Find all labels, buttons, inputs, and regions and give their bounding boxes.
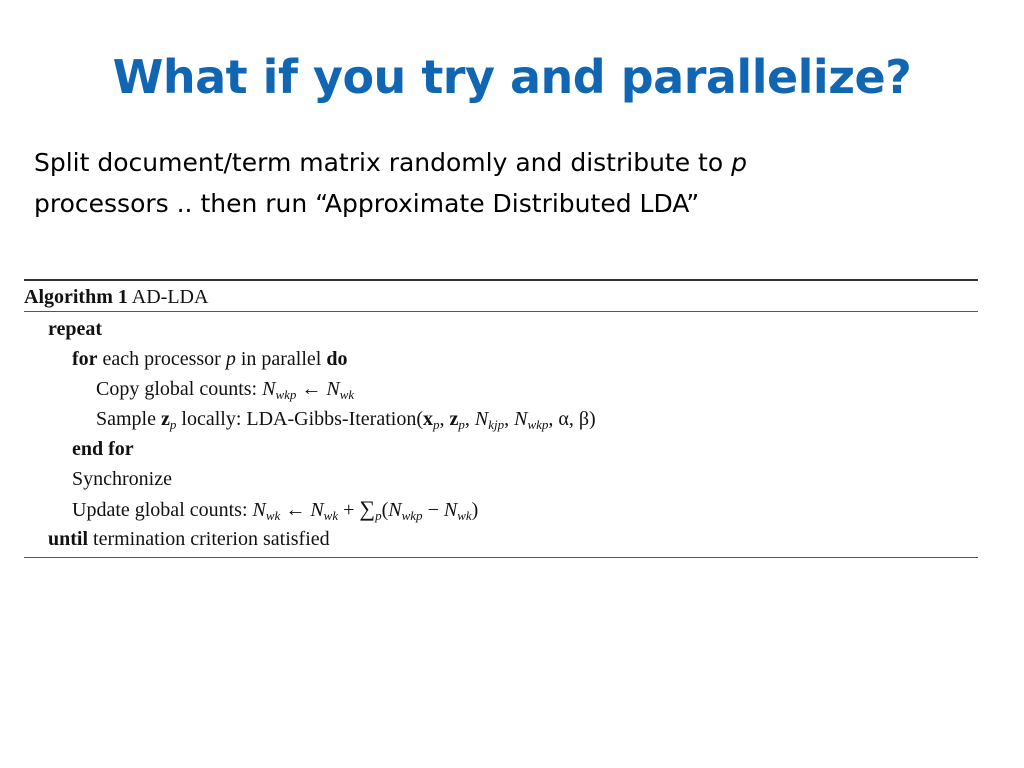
algorithm-bottom-rule: [24, 557, 978, 558]
for-text-b: in parallel: [235, 348, 327, 370]
algorithm-caption-label: Algorithm 1: [24, 286, 128, 308]
keyword-do: do: [326, 348, 348, 370]
body-line-1-text: Split document/term matrix randomly and distribute to: [34, 148, 732, 177]
algo-line-for: [24, 344, 978, 374]
copy-formula: $N_{wkp}$ ← $N_{wk}$: [262, 378, 355, 402]
body-line-1: [34, 142, 994, 183]
algorithm-caption: [24, 281, 978, 311]
body-line-2: processors .. then run “Approximate Distributed LDA”: [34, 189, 700, 218]
for-var: p: [225, 348, 236, 370]
until-text: termination criterion satisfied: [88, 528, 330, 550]
algo-line-copy: [24, 374, 978, 404]
sample-var-z: $z_p$: [161, 408, 177, 432]
slide-body: [34, 142, 994, 224]
algorithm-body: [24, 312, 978, 557]
body-line-1-var: p: [731, 148, 747, 177]
sample-text-a: Sample: [96, 408, 161, 430]
keyword-for: for: [72, 348, 98, 370]
copy-text: Copy global counts:: [96, 378, 263, 400]
keyword-repeat: repeat: [48, 318, 103, 340]
algo-line-update: [24, 494, 978, 524]
keyword-until: until: [48, 528, 89, 550]
algo-line-until: [24, 524, 978, 554]
update-text: Update global counts:: [72, 499, 253, 521]
algo-line-repeat: [24, 314, 978, 344]
sample-args: $x_p$, $z_p$, $N_{kjp}$, $N_{wkp}$, α, β): [422, 408, 596, 432]
keyword-end-for: end for: [72, 438, 134, 460]
algo-line-sample: [24, 404, 978, 434]
update-formula: $N_{wk}$ ← $N_{wk} + \sum_p(N_{wkp} - N_{wk})$: [252, 496, 479, 523]
algorithm-box: [24, 279, 978, 558]
sample-text-b: locally: LDA-Gibbs-Iteration(: [176, 408, 423, 430]
algo-line-synchronize: Synchronize: [72, 468, 172, 490]
algo-line-end-for: [24, 434, 978, 464]
algorithm-caption-name: AD-LDA: [131, 286, 209, 308]
slide-title: What if you try and parallelize?: [112, 50, 912, 104]
for-text-a: each processor: [97, 348, 226, 370]
